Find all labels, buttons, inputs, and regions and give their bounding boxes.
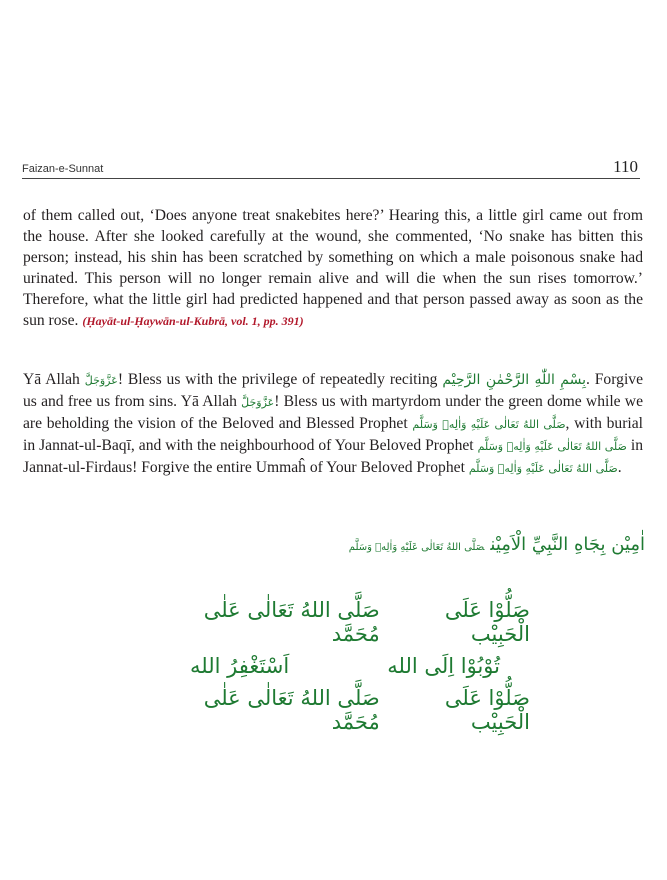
durood-call: صَلُّوْا عَلَى الْحَبِيْب xyxy=(444,686,530,734)
supplication-text-3: . Forgive us and free us from sins. Yā Allah xyxy=(23,371,643,410)
ameen-line xyxy=(349,534,645,555)
salawat-honorific: صَلَّى اللهُ تَعَالٰى عَلَيْهِ وَاٰلِهٖ وَسَلَّم xyxy=(477,440,627,453)
paragraph-story xyxy=(23,205,643,332)
supplication-text-4: ! Bless us with martyrdom under the green dome while we are beholding the vision of the Beloved and Blessed Prophet xyxy=(23,393,643,432)
tawbah-response: اَسْتَغْفِرُ الله xyxy=(190,654,290,678)
paragraph-story-text: of them called out, ‘Does anyone treat snakebites here?’ Hearing this, a little girl came out from the house. After she looked carefully at the wound, she commented, ‘No snake has bitten this person; instead, his shin has been scratched by something on which a male poisonous snake had urinated. This person will no longer remain alive and will die when the sun rises tomorrow.’ Therefore, what the little girl had predicted happened and that person passed away as soon as the sun rose. xyxy=(23,207,643,329)
supplication-text-5: , with burial in Jannat-ul-Baqī, and with the neighbourhood of Your Beloved Prophet xyxy=(23,415,644,454)
tawbah-call: تُوْبُوْا اِلَى الله xyxy=(387,654,500,678)
durood-block xyxy=(150,600,530,732)
tawbah-row xyxy=(150,644,530,688)
bismillah-text: بِسْمِ اللّٰهِ الرَّحْمٰنِ الرَّحِيْم xyxy=(442,372,586,388)
ameen-text: اٰمِيْن بِجَاهِ النَّبِيِّ الْاَمِيْن xyxy=(490,534,645,555)
azza-wajal-honorific: عَزَّوَجَلَّ xyxy=(84,374,118,387)
azza-wajal-honorific: عَزَّوَجَلَّ xyxy=(241,396,275,409)
ameen-salawat: صَلَّى اللهُ تَعَالٰى عَلَيْهِ وَاٰلِهٖ وَسَلَّم xyxy=(348,542,485,553)
book-title: Faizan-e-Sunnat xyxy=(22,163,104,175)
supplication-text-1: Yā Allah xyxy=(23,371,85,388)
header-divider xyxy=(22,178,640,179)
durood-response: صَلَّى اللهُ تَعَالٰى عَلٰى مُحَمَّد xyxy=(203,598,380,646)
salawat-honorific: صَلَّى اللهُ تَعَالٰى عَلَيْهِ وَاٰلِهٖ وَسَلَّم xyxy=(468,462,618,475)
reference-citation: (Ḥayāt-ul-Ḥaywān-ul-Kubrā, vol. 1, pp. 391) xyxy=(82,314,304,328)
durood-row xyxy=(150,600,530,644)
supplication-text-2: ! Bless us with the privilege of repeatedly reciting xyxy=(117,371,443,388)
durood-call: صَلُّوْا عَلَى الْحَبِيْب xyxy=(444,598,530,646)
page-number: 110 xyxy=(613,157,638,176)
durood-response: صَلَّى اللهُ تَعَالٰى عَلٰى مُحَمَّد xyxy=(203,686,380,734)
salawat-honorific: صَلَّى اللهُ تَعَالٰى عَلَيْهِ وَاٰلِهٖ وَسَلَّم xyxy=(412,418,566,431)
durood-row xyxy=(150,688,530,732)
page-header xyxy=(22,157,640,179)
supplication-text-7: . xyxy=(617,459,622,476)
supplication-text-6: in Jannat-ul-Firdaus! Forgive the entire Ummaĥ of Your Beloved Prophet xyxy=(23,437,644,476)
paragraph-supplication xyxy=(23,369,643,479)
